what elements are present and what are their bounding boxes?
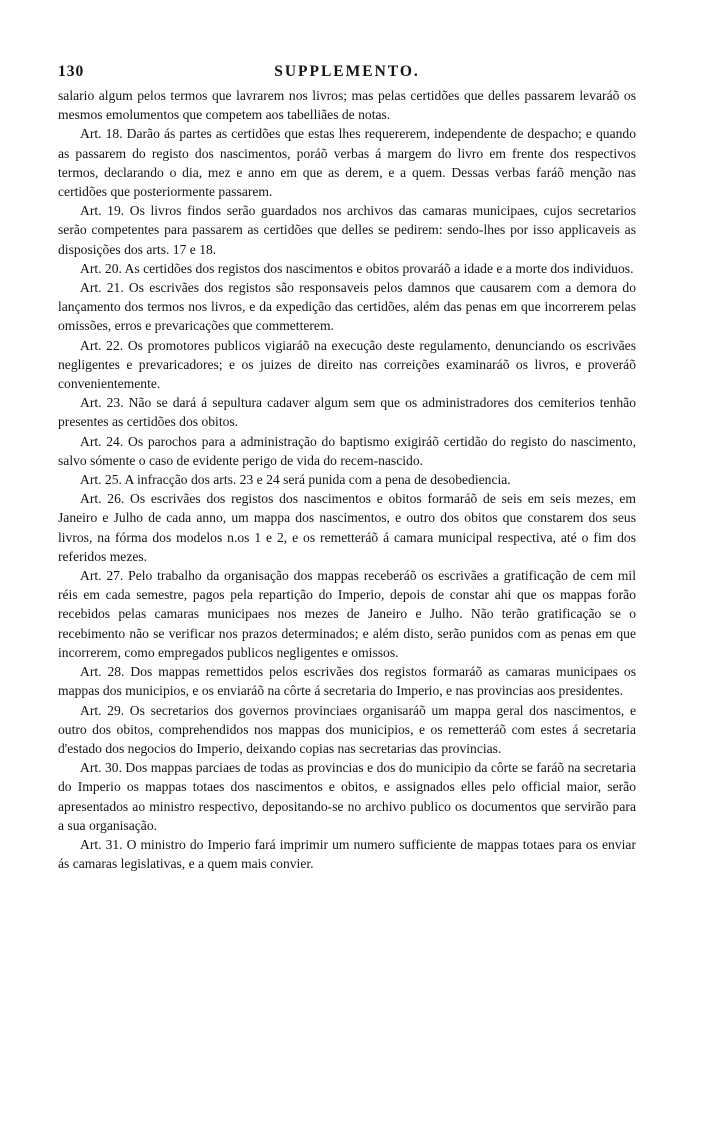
article-23: Art. 23. Não se dará á sepultura cadaver algum sem que os administradores dos cemiterios tenhão presentes as certidões dos obitos. bbox=[58, 395, 636, 430]
paragraph-continuation: salario algum pelos termos que lavrarem nos livros; mas pelas certidões que delles passarem levaráõ os mesmos emolumentos que competem aos tabelliães de notas. bbox=[58, 88, 636, 123]
page-header bbox=[58, 62, 636, 84]
article-20: Art. 20. As certidões dos registos dos nascimentos e obitos provaráõ a idade e a morte dos individuos. bbox=[80, 260, 634, 276]
article-29: Art. 29. Os secretarios dos governos provinciaes organisaráõ um mappa geral dos nascimentos, e outro dos obitos, comprehendidos nos mappas dos municipios, e os remetteráõ com estes á secretaria d'estado dos negocios do Imperio, deixando copias nas secretarias das provincias. bbox=[58, 702, 636, 756]
article-25: Art. 25. A infracção dos arts. 23 e 24 será punida com a pena de desobediencia. bbox=[80, 472, 511, 488]
article-26: Art. 26. Os escrivães dos registos dos nascimentos e obitos formaráõ de seis em seis mezes, em Janeiro e Julho de cada anno, um mappa dos nascimentos, e outro dos obitos que constarem dos seus livros, na fórma dos modelos n.os 1 e 2, e os remetteráõ á camara municipal respectiva, até o fim dos referidos mezes. bbox=[58, 491, 636, 564]
document-page bbox=[58, 62, 636, 873]
article-18: Art. 18. Darão ás partes as certidões que estas lhes requererem, independente de despacho; e quando as passarem do registo dos nascimentos, poráõ verbas á margem do livro em frente dos respectivos termos, declarando o dia, mez e anno em que as derem, e a quem. Dessas verbas faráõ menção nas certidões que posteriormente passarem. bbox=[58, 126, 636, 200]
article-28: Art. 28. Dos mappas remettidos pelos escrivães dos registos formaráõ as camaras municipaes os mappas dos municipios, e os enviaráõ na côrte á secretaria do Imperio, e nas provincias aos presidentes. bbox=[58, 664, 636, 699]
article-27: Art. 27. Pelo trabalho da organisação dos mappas receberáõ os escrivães a gratificação de cem mil réis em cada semestre, pagos pela repartição do Imperio, depois de constar ahi que os mappas forão recebidos pelas camaras municipaes nos mezes de Janeiro e Julho. Não terão gratificação se o recebimento não se verificar nos prazos determinados; e além disto, serão punidos com as penas em que incorrerem, como empregados publicos negligentes e omissos. bbox=[58, 568, 636, 660]
article-31: Art. 31. O ministro do Imperio fará imprimir um numero sufficiente de mappas totaes para os enviar ás camaras legislativas, e a quem mais convier. bbox=[58, 836, 636, 872]
article-21: Art. 21. Os escrivães dos registos são responsaveis pelos damnos que causarem com a demora do lançamento dos termos nos livros, e da expedição das certidões, além das penas em que incorrerem pelas omissões, erros e prevaricações que commetterem. bbox=[58, 280, 636, 334]
article-22: Art. 22. Os promotores publicos vigiaráõ na execução deste regulamento, denunciando os escrivães negligentes e prevaricadores; e os juizes de direito nas correições examinaráõ os livros, e proveráõ convenientemente. bbox=[58, 337, 636, 392]
page-number: 130 bbox=[58, 63, 85, 80]
article-30: Art. 30. Dos mappas parciaes de todas as provincias e dos do municipio da côrte se faráõ na secretaria do Imperio os mappas totaes dos nascimentos e obitos, e assignados elles pelo official maior, serão apresentados ao ministro respectivo, depositando-se no archivo publico os documentos que servirão para a sua organisação. bbox=[58, 760, 636, 833]
running-title: SUPPLEMENTO. bbox=[274, 63, 420, 80]
article-19: Art. 19. Os livros findos serão guardados nos archivos das camaras municipaes, cujos secretarios serão competentes para passarem as certidões que delles se pedirem: sendo-lhes por isso applicaveis as disposições dos arts. 17 e 18. bbox=[58, 203, 636, 257]
article-24: Art. 24. Os parochos para a administração do baptismo exigiráõ certidão do registo do nascimento, salvo sómente o caso de evidente perigo de vida do recem-nascido. bbox=[58, 433, 636, 468]
